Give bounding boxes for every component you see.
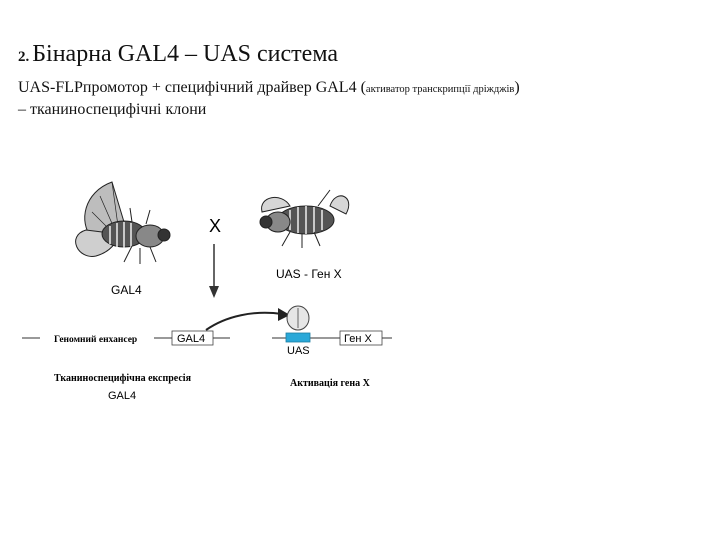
slide-number: 2. [18,49,30,65]
activation-arrow [206,308,290,330]
cross-symbol: X [209,216,222,236]
fly-right-image [260,190,349,248]
fly-left-label: GAL4 [111,283,142,297]
description-line-2: – тканиноспецифічні клони [18,101,207,118]
tissue-expression-label: Тканиноспецифічна експресія [54,373,191,384]
uas-block [286,333,310,342]
description-note: активатор транскрипції дріжджів [365,84,515,95]
tissue-gal4-label: GAL4 [108,390,137,402]
gal4-protein-icon [287,306,309,330]
uas-label: UAS [287,345,310,357]
slide-title-text: Бінарна GAL4 – UAS система [32,41,338,67]
genomic-enhancer-label: Геномний енхансер [54,335,138,345]
description-main: UAS-FLPпромотор + специфічний драйвер GAL4 ( [18,79,366,96]
fly-left-image [76,182,170,264]
description-close: ) [514,79,520,96]
down-arrow [209,244,219,298]
fly-right-label: UAS - Ген X [276,267,342,281]
gene-x-label: Ген X [344,333,372,345]
gal4-gene-label: GAL4 [177,333,206,345]
gene-activation-label: Активація гена X [290,378,370,389]
